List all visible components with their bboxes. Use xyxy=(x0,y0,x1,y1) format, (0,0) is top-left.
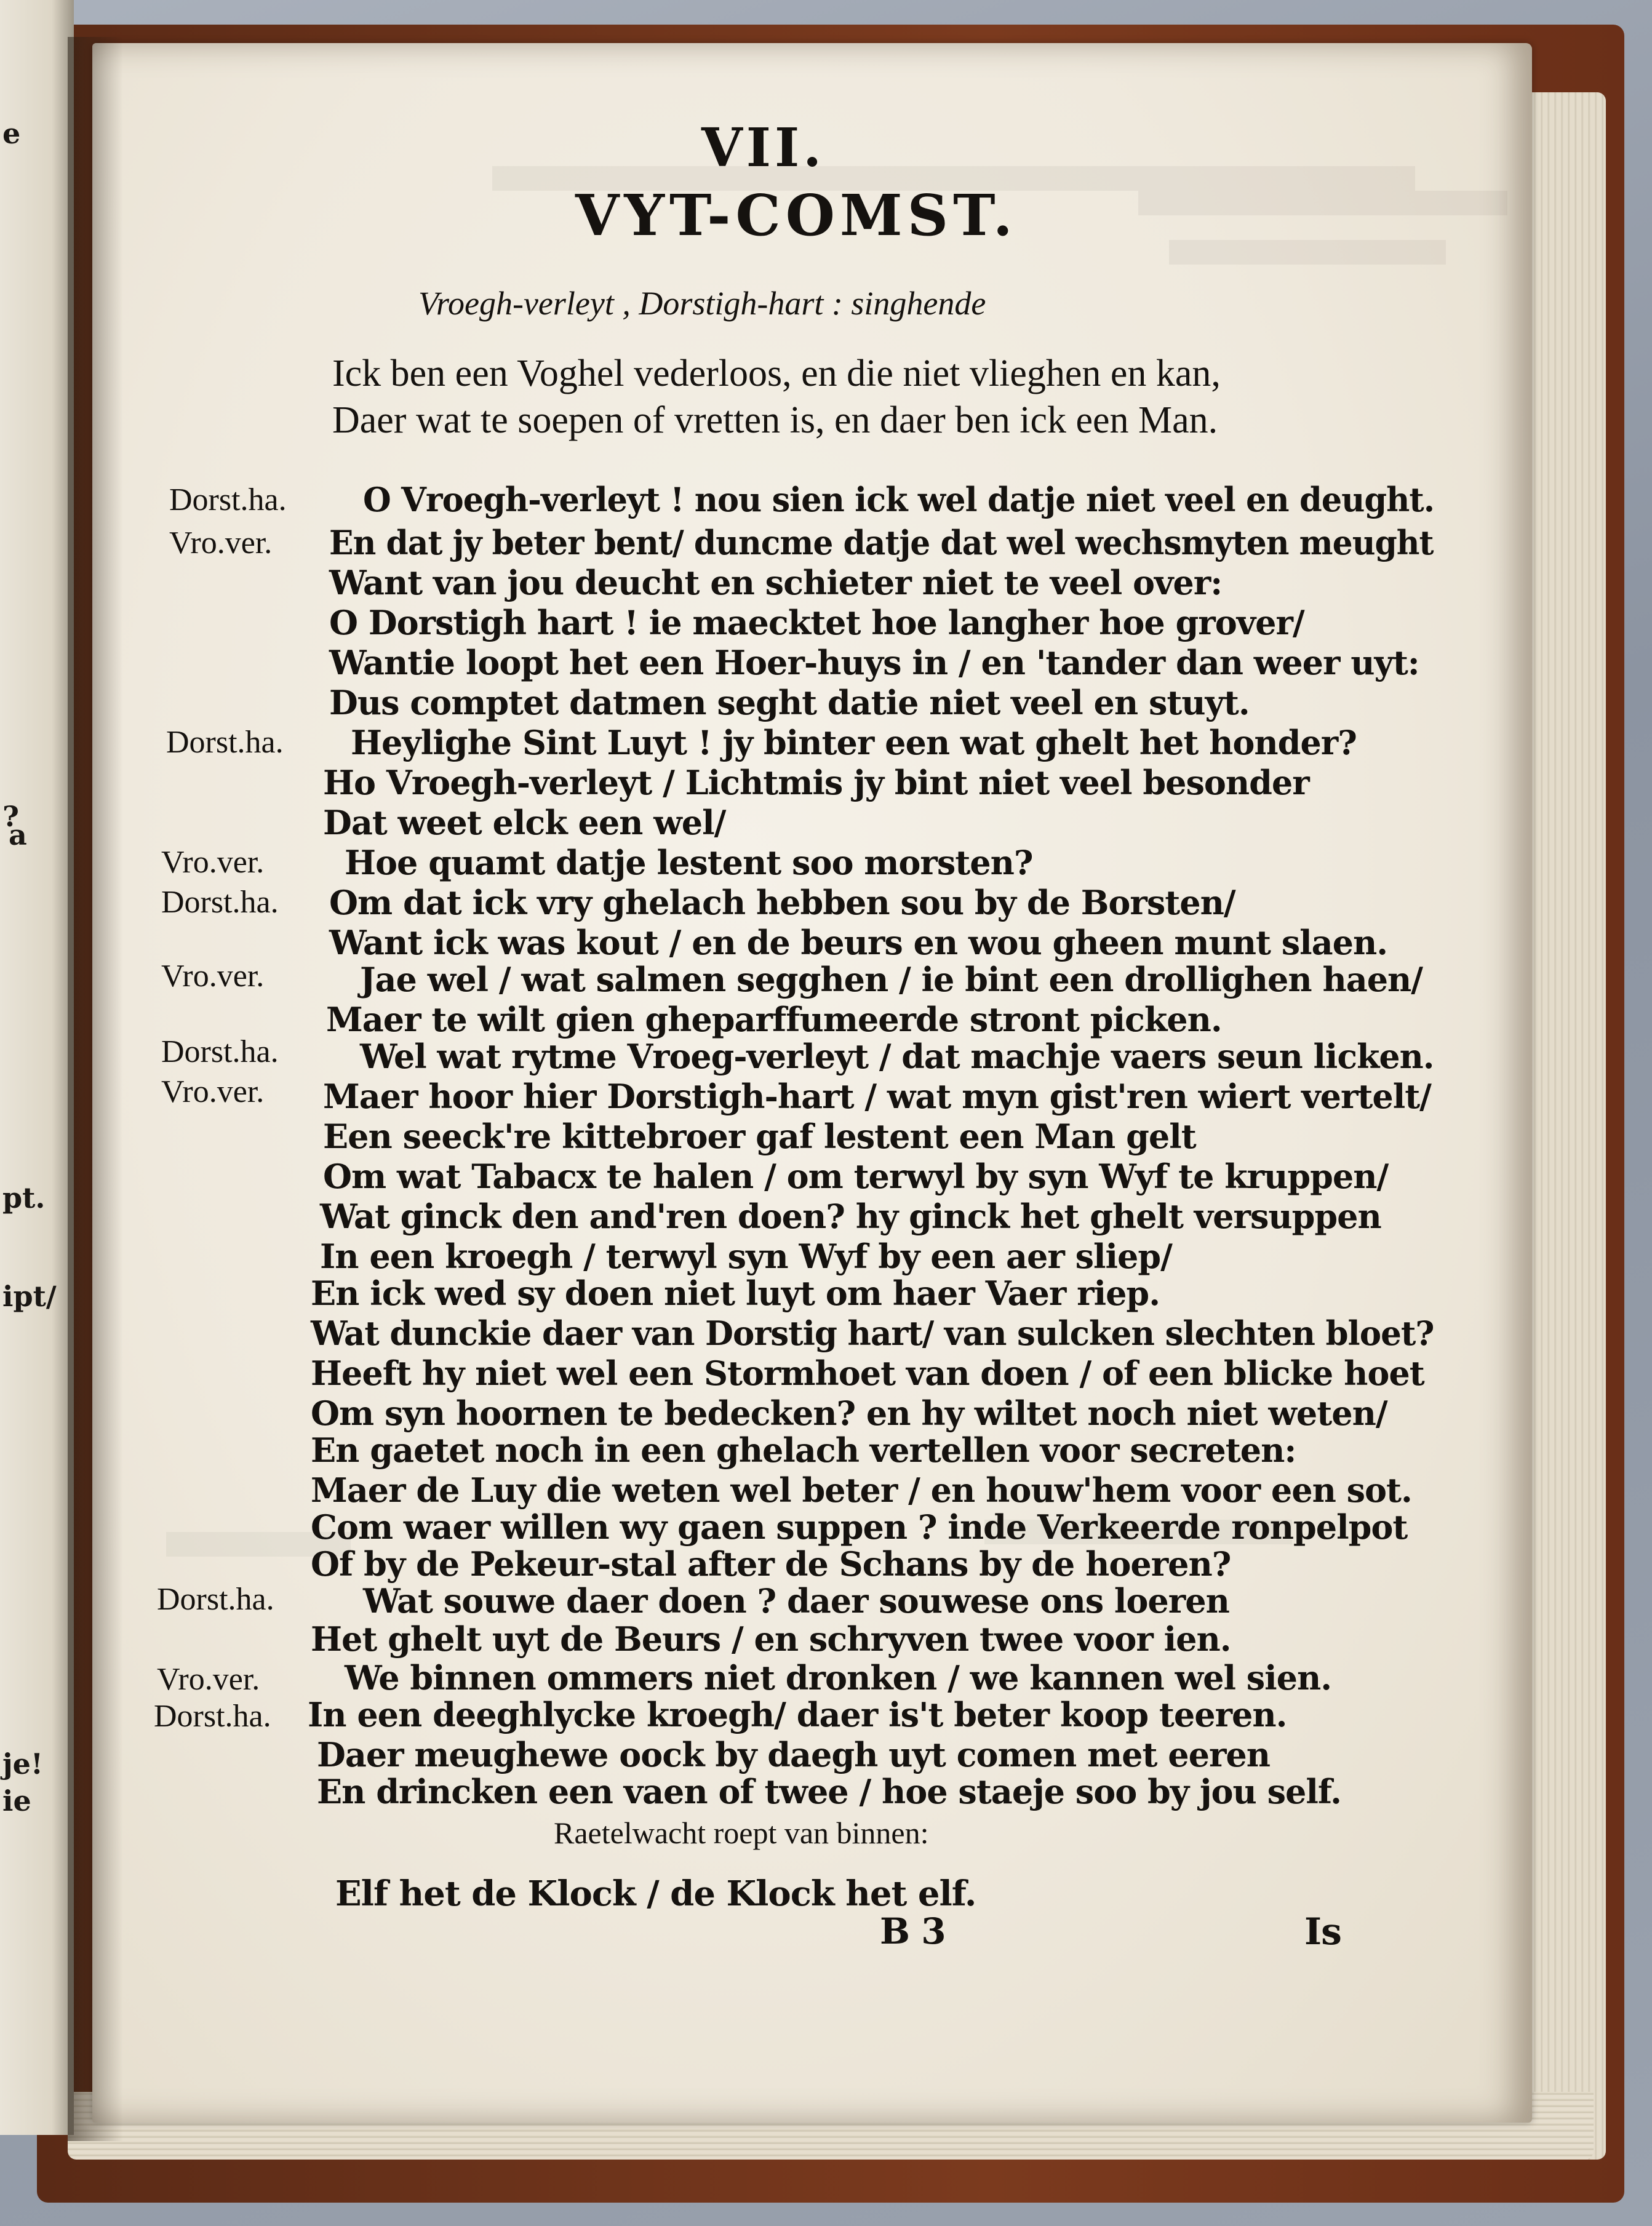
dialogue-line: Of by de Pekeur-stal after de Schans by de hoeren? xyxy=(311,1544,1231,1584)
left-page-fragment: ? xyxy=(2,800,19,833)
signature-mark: B 3 xyxy=(880,1910,946,1952)
left-page-fragment: e xyxy=(2,117,21,150)
speaker-label: Dorst.ha. xyxy=(166,725,284,760)
dialogue-line: Maer hoor hier Dorstigh-hart / wat myn gist'ren wiert vertelt/ xyxy=(323,1077,1431,1116)
speaker-label: Dorst.ha. xyxy=(169,482,287,517)
chapter-title: VYT-COMST. xyxy=(575,182,1018,249)
dialogue-line: En dat jy beter bent/ duncme datje dat wel wechsmyten meught xyxy=(329,523,1434,562)
gutter-shadow xyxy=(68,37,123,2141)
dialogue-line: En ick wed sy doen niet luyt om haer Vaer riep. xyxy=(311,1274,1160,1313)
dialogue-line: Om syn hoornen te bedecken? en hy wiltet noch niet weten/ xyxy=(311,1394,1387,1433)
dialogue-line: Om dat ick vry ghelach hebben sou by de Borsten/ xyxy=(329,883,1235,922)
dialogue-line: Want van jou deucht en schieter niet te veel over: xyxy=(329,563,1223,602)
dialogue-line: Een seeck're kittebroer gaf lestent een Man gelt xyxy=(323,1117,1196,1156)
dialogue-line: En drincken een vaen of twee / hoe staeje soo by jou self. xyxy=(317,1772,1341,1811)
dialogue-line: O Vroegh-verleyt ! nou sien ick wel datje niet veel en deught. xyxy=(363,480,1435,519)
speaker-label: Dorst.ha. xyxy=(157,1582,274,1617)
dialogue-line: Wat ginck den and'ren doen? hy ginck het ghelt versuppen xyxy=(320,1197,1381,1236)
dialogue-line: Wantie loopt het een Hoer-huys in / en 'tander dan weer uyt: xyxy=(329,643,1419,682)
stage-direction: Vroegh-verleyt , Dorstigh-hart : singhende xyxy=(418,285,986,322)
dialogue-line: We binnen ommers niet dronken / we kannen wel sien. xyxy=(345,1658,1332,1697)
dialogue-line: Dat weet elck een wel/ xyxy=(323,803,726,842)
left-page-fragment: ipt/ xyxy=(2,1280,57,1313)
dialogue-line: En gaetet noch in een ghelach vertellen voor secreten: xyxy=(311,1430,1296,1470)
left-page-fragment: a xyxy=(9,818,27,852)
dialogue-line: O Dorstigh hart ! ie maecktet hoe langher hoe grover/ xyxy=(329,603,1304,642)
speaker-label: Dorst.ha. xyxy=(161,885,279,920)
left-page-fragments xyxy=(0,0,74,2135)
dialogue-line: Hoe quamt datje lestent soo morsten? xyxy=(345,843,1033,882)
dialogue-line: Wel wat rytme Vroeg-verleyt / dat machje vaers seun licken. xyxy=(360,1037,1434,1076)
song-line: Daer wat te soepen of vretten is, en daer ben ick een Man. xyxy=(332,399,1218,441)
dialogue-line: Want ick was kout / en de beurs en wou gheen munt slaen. xyxy=(329,923,1388,962)
speaker-label: Dorst.ha. xyxy=(154,1699,271,1734)
catchword: Is xyxy=(1304,1910,1341,1953)
speaker-label: Vro.ver. xyxy=(161,845,265,880)
dialogue-line: In een deeghlycke kroegh/ daer is't beter koop teeren. xyxy=(308,1695,1287,1734)
dialogue-line: Dus comptet datmen seght datie niet veel en stuyt. xyxy=(329,683,1250,722)
left-page-fragment: ie xyxy=(2,1784,31,1817)
dialogue-line: Wat souwe daer doen ? daer souwese ons loeren xyxy=(363,1581,1229,1621)
song-line: Ick ben een Voghel vederloos, en die niet vlieghen en kan, xyxy=(332,353,1221,394)
offstage-direction: Raetelwacht roept van binnen: xyxy=(554,1816,929,1850)
left-page-fragment: je! xyxy=(2,1747,44,1781)
speaker-label: Vro.ver. xyxy=(169,525,273,560)
speaker-label: Vro.ver. xyxy=(157,1662,260,1697)
dialogue-line: Daer meughewe oock by daegh uyt comen met eeren xyxy=(317,1735,1271,1774)
dialogue-line: Com waer willen wy gaen suppen ? inde Verkeerde ronpelpot xyxy=(311,1507,1408,1547)
left-page xyxy=(0,0,74,2135)
dialogue-line: In een kroegh / terwyl syn Wyf by een aer sliep/ xyxy=(320,1237,1172,1276)
dialogue-line: Jae wel / wat salmen segghen / ie bint een drollighen haen/ xyxy=(360,960,1423,999)
speaker-label: Vro.ver. xyxy=(161,1074,265,1109)
dialogue-line: Ho Vroegh-verleyt / Lichtmis jy bint niet veel besonder xyxy=(323,763,1309,802)
dialogue-line: Het ghelt uyt de Beurs / en schryven twee voor ien. xyxy=(311,1619,1231,1659)
speaker-label: Dorst.ha. xyxy=(161,1034,279,1069)
dialogue-line: Wat dunckie daer van Dorstig hart/ van sulcken slechten bloet? xyxy=(311,1314,1434,1353)
dialogue-line: Maer te wilt gien gheparffumeerde stront picken. xyxy=(326,1000,1222,1039)
dialogue-line: Heeft hy niet wel een Stormhoet van doen / of een blicke hoet xyxy=(311,1354,1424,1393)
speaker-label: Vro.ver. xyxy=(161,959,265,994)
dialogue-line: Maer de Luy die weten wel beter / en houw'hem voor een sot. xyxy=(311,1470,1412,1510)
offstage-line: Elf het de Klock / de Klock het elf. xyxy=(335,1873,976,1914)
dialogue-line: Heylighe Sint Luyt ! jy binter een wat ghelt het honder? xyxy=(351,723,1357,762)
dialogue-line: Om wat Tabacx te halen / om terwyl by syn Wyf te kruppen/ xyxy=(323,1157,1389,1196)
chapter-number: VII. xyxy=(701,117,826,179)
left-page-fragment: pt. xyxy=(2,1181,46,1215)
